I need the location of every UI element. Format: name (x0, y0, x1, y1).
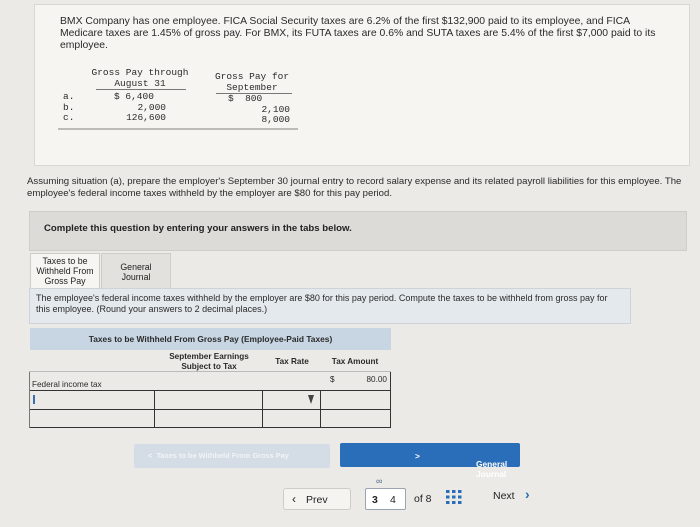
earnings-input-row2[interactable] (156, 392, 260, 408)
grid-line (29, 371, 391, 372)
amount-input-row2[interactable] (322, 392, 388, 408)
next-page-label: Next (493, 490, 515, 502)
link-icon: ∞ (376, 476, 383, 486)
rate-input-row2[interactable] (264, 392, 318, 408)
rate-input-row3[interactable] (264, 411, 318, 426)
tab-taxes-withheld[interactable]: Taxes to be Withheld From Gross Pay (30, 253, 100, 289)
chevron-right-icon: › (525, 486, 530, 502)
prev-tab-label: < Taxes to be Withheld From Gross Pay (148, 451, 289, 460)
label-input-row3[interactable] (31, 411, 153, 426)
next-page-button[interactable] (480, 486, 550, 508)
current-page-box[interactable] (365, 488, 406, 510)
gross-pay-table (58, 66, 298, 130)
grid-line (29, 371, 30, 428)
chevron-left-icon: ‹ (292, 492, 296, 506)
grid-line (29, 409, 391, 410)
amount-value-row1: 80.00 (366, 375, 387, 384)
question-text: BMX Company has one employee. FICA Social Security taxes are 6.2% of the first $132,900 paid to its employee, and FICA Medicare taxes are 1.45% of gross pay. For BMX, its FUTA taxes are 0.6% and SUTA taxes are 5.4% of the first $7,000 paid to its employee. (60, 16, 656, 51)
complete-banner-text: Complete this question by entering your answers in the tabs below. (44, 223, 352, 234)
dropdown-marker-icon (308, 395, 314, 404)
next-tab-label: General Journal > (408, 451, 508, 479)
amount-header: Tax Amount (331, 357, 379, 366)
gross-through-header: Gross Pay through August 31 (91, 67, 189, 89)
grid-line (390, 371, 391, 428)
current-page-number: 3 (372, 494, 378, 506)
rate-header: Tax Rate (275, 357, 309, 366)
currency-symbol: $ (330, 375, 335, 384)
earnings-input-row3[interactable] (156, 411, 260, 426)
grid-line (154, 391, 155, 428)
label-input-row2[interactable] (31, 392, 153, 408)
text-cursor (33, 395, 35, 404)
amount-input-row3[interactable] (322, 411, 388, 426)
grid-line (262, 391, 263, 428)
gross-september-values: $ 800 2,100 8,000 (228, 93, 290, 125)
gross-through-values: $ 6,400 2,000 126,600 (114, 91, 166, 123)
grid-line (29, 390, 391, 391)
federal-income-tax-label: Federal income tax (32, 380, 102, 389)
instruction-text: Assuming situation (a), prepare the employer's September 30 journal entry to record salary expense and its related payroll liabilities for this employee. The employee's federal income taxes withheld by the employer are $80 for this pay period. (27, 176, 682, 199)
page-total: of 8 (414, 493, 432, 505)
grid-line (320, 391, 321, 428)
tax-table-title: Taxes to be Withheld From Gross Pay (Employee-Paid Taxes) (30, 328, 391, 350)
header-underline (96, 89, 186, 90)
grid-line (29, 427, 391, 428)
prev-page-label: Prev (306, 494, 328, 506)
tab-description: The employee's federal income taxes withheld by the employer are $80 for this pay period. Compute the taxes to be withheld from gross pay for this employee. (Round your answers to 2 decimal places.) (29, 288, 631, 324)
row-letters: a. b. c. (63, 91, 75, 123)
next-page-number: 4 (390, 494, 396, 506)
grid-menu-icon[interactable] (446, 490, 462, 504)
rate-input-row1[interactable] (264, 374, 318, 390)
complete-banner (29, 211, 687, 251)
prev-page-button[interactable] (283, 488, 351, 510)
next-tab-button[interactable] (340, 443, 520, 479)
tab-general-journal[interactable]: General Journal (101, 253, 171, 289)
prev-tab-button[interactable] (134, 444, 330, 468)
gross-september-header: Gross Pay for September (214, 71, 290, 93)
earnings-input-row1[interactable] (156, 374, 260, 390)
earnings-header: September Earnings Subject to Tax (169, 352, 249, 371)
